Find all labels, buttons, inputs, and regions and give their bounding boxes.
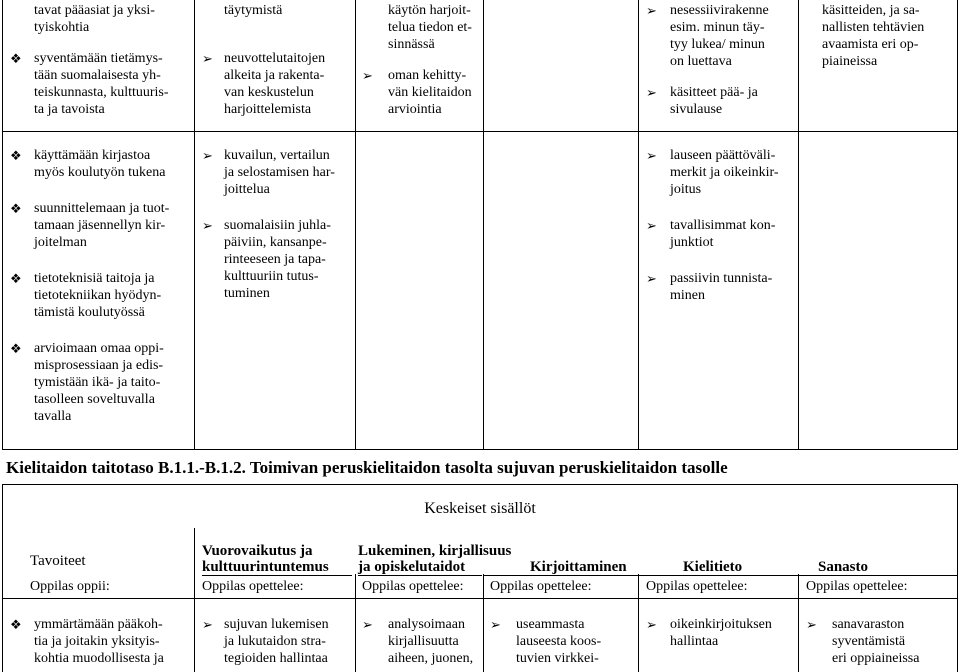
subheader-col1: Oppilas oppii: bbox=[30, 579, 110, 594]
list-item bbox=[10, 2, 192, 36]
list-item bbox=[362, 2, 482, 53]
arrow-bullet-icon: ➢ bbox=[646, 3, 657, 18]
section-heading: Kielitaidon taitotaso B.1.1.-B.1.2. Toimivan peruskielitaidon tasolta sujuvan peruskielitaidon tasolle bbox=[6, 458, 728, 477]
item-text: suomalaisiin juhla- päiviin, kansanpe- rinteeseen ja tapa- kulttuuriin tutus- tuminen bbox=[224, 218, 331, 301]
list-item bbox=[646, 2, 796, 70]
list-item bbox=[646, 616, 796, 650]
header-underline bbox=[202, 575, 352, 576]
arrow-bullet-icon: ➢ bbox=[646, 218, 657, 233]
diamond-bullet-icon: ❖ bbox=[10, 51, 22, 66]
item-text: kuvailun, vertailun ja selostamisen har- joittelua bbox=[224, 148, 335, 197]
header-tavoitteet: Tavoiteet bbox=[30, 553, 86, 569]
middle-cell-col1 bbox=[10, 147, 192, 425]
table-bottom-border bbox=[2, 449, 958, 450]
diamond-bullet-icon: ❖ bbox=[10, 148, 22, 163]
item-text: käsitteet pää- ja sivulause bbox=[670, 85, 758, 117]
list-item bbox=[202, 147, 352, 198]
arrow-bullet-icon: ➢ bbox=[646, 148, 657, 163]
item-text: täytymistä bbox=[224, 3, 283, 18]
list-item bbox=[806, 616, 956, 667]
item-text: analysoimaan kirjallisuutta aiheen, juonen, bbox=[388, 617, 474, 666]
arrow-bullet-icon: ➢ bbox=[362, 617, 373, 632]
top-cell-col1 bbox=[10, 2, 192, 118]
list-item bbox=[10, 50, 192, 118]
header-vuorovaikutus-line2: kulttuurintuntemus bbox=[202, 559, 329, 575]
bottom-cell-col3 bbox=[362, 616, 482, 667]
diamond-bullet-icon: ❖ bbox=[10, 201, 22, 216]
list-item bbox=[10, 147, 192, 181]
header-kielitieto: Kielitieto bbox=[683, 559, 743, 575]
subheader-col2: Oppilas opettelee: bbox=[202, 579, 304, 594]
item-text: neuvottelutaitojen alkeita ja rakenta- van keskustelun harjoittelemista bbox=[224, 51, 326, 117]
header-kirjoittaminen: Kirjoittaminen bbox=[530, 559, 627, 575]
diamond-bullet-icon: ❖ bbox=[10, 341, 22, 356]
item-text: käsitteiden, ja sa- nallisten tehtävien avaamista eri op- piaineissa bbox=[822, 3, 925, 69]
list-item bbox=[646, 270, 796, 304]
subheader-col5: Oppilas opettelee: bbox=[646, 579, 748, 594]
header-lukeminen-line1: Lukeminen, kirjallisuus bbox=[358, 543, 512, 559]
arrow-bullet-icon: ➢ bbox=[646, 271, 657, 286]
bottom-cell-col6 bbox=[806, 616, 956, 667]
middle-cell-col5 bbox=[646, 147, 796, 304]
subheader-col4: Oppilas opettelee: bbox=[490, 579, 592, 594]
item-text: oikeinkirjoituksen hallintaa bbox=[670, 617, 772, 649]
table2-header-divider bbox=[2, 598, 958, 599]
bottom-cell-col2 bbox=[202, 616, 352, 667]
table2-col-divider-2 bbox=[355, 574, 356, 672]
header-underline bbox=[799, 575, 957, 576]
item-text: arvioimaan omaa oppi- misprosessiaan ja edis- tymistään ikä- ja taito- tasolleen soveltuvalla tavalla bbox=[34, 341, 164, 424]
item-text: sanavaraston syventämistä eri oppiaineissa bbox=[832, 617, 920, 666]
list-item bbox=[362, 67, 482, 118]
list-item bbox=[202, 616, 352, 667]
list-item bbox=[202, 2, 352, 19]
item-text: useammasta lauseesta koos- tuvien virkkei- bbox=[516, 617, 602, 666]
header-vuorovaikutus-line1: Vuorovaikutus ja bbox=[202, 543, 313, 559]
item-text: nesessiivirakenne esim. minun täy- tyy lukea/ minun on luettava bbox=[670, 3, 769, 69]
arrow-bullet-icon: ➢ bbox=[202, 617, 213, 632]
table2-top-border bbox=[2, 484, 958, 485]
item-text: oman kehitty- vän kielitaidon arviointia bbox=[388, 68, 472, 117]
arrow-bullet-icon: ➢ bbox=[646, 617, 657, 632]
list-item bbox=[646, 217, 796, 251]
bottom-cell-col5 bbox=[646, 616, 796, 650]
top-cell-col5 bbox=[646, 2, 796, 118]
table-divider-col1 bbox=[194, 0, 195, 450]
item-text: tavallisimmat kon- junktiot bbox=[670, 218, 776, 250]
list-item bbox=[806, 2, 956, 70]
list-item bbox=[490, 616, 636, 667]
item-text: suunnittelemaan ja tuot- tamaan jäsennellyn kir- joitelman bbox=[34, 201, 170, 250]
list-item bbox=[646, 84, 796, 118]
list-item bbox=[10, 616, 192, 667]
header-underline bbox=[639, 575, 798, 576]
list-item bbox=[362, 616, 482, 667]
arrow-bullet-icon: ➢ bbox=[202, 148, 213, 163]
top-cell-col2 bbox=[202, 2, 352, 118]
table2-col-divider-1 bbox=[194, 528, 195, 672]
header-underline bbox=[358, 575, 482, 576]
table-divider-col4 bbox=[638, 0, 639, 450]
item-text: passiivin tunnista- minen bbox=[670, 271, 773, 303]
subheader-col3: Oppilas opettelee: bbox=[362, 579, 464, 594]
keskeiset-header: Keskeiset sisällöt bbox=[424, 500, 536, 517]
arrow-bullet-icon: ➢ bbox=[202, 218, 213, 233]
list-item bbox=[10, 270, 192, 321]
table-border-right bbox=[957, 0, 958, 450]
bottom-cell-col1 bbox=[10, 616, 192, 667]
subheader-col6: Oppilas opettelee: bbox=[806, 579, 908, 594]
middle-cell-col2 bbox=[202, 147, 352, 302]
table2-col-divider-4 bbox=[638, 574, 639, 672]
table-row-divider bbox=[2, 131, 958, 132]
diamond-bullet-icon: ❖ bbox=[10, 617, 22, 632]
item-text: syventämään tietämys- tään suomalaisesta yh- teiskunnasta, kulttuuris- ta ja tavoista bbox=[34, 51, 169, 117]
item-text: ymmärtämään pääkoh- tia ja joitakin yksityis- kohtia muodollisesta ja bbox=[34, 617, 164, 666]
arrow-bullet-icon: ➢ bbox=[806, 617, 817, 632]
table2-col-divider-3 bbox=[483, 574, 484, 672]
header-underline bbox=[484, 575, 638, 576]
table-divider-col5 bbox=[798, 0, 799, 450]
list-item bbox=[10, 200, 192, 251]
list-item bbox=[646, 147, 796, 198]
arrow-bullet-icon: ➢ bbox=[362, 68, 373, 83]
arrow-bullet-icon: ➢ bbox=[490, 617, 501, 632]
list-item bbox=[202, 50, 352, 118]
item-text: sujuvan lukemisen ja lukutaidon stra- tegioiden hallintaa bbox=[224, 617, 329, 666]
bottom-cell-col4 bbox=[490, 616, 636, 667]
arrow-bullet-icon: ➢ bbox=[646, 85, 657, 100]
item-text: käyttämään kirjastoa myös koulutyön tukena bbox=[34, 148, 166, 180]
table-divider-col2 bbox=[355, 0, 356, 450]
table-divider-col3 bbox=[483, 0, 484, 450]
arrow-bullet-icon: ➢ bbox=[202, 51, 213, 66]
top-cell-col6 bbox=[806, 2, 956, 70]
item-text: tavat pääasiat ja yksi- tyiskohtia bbox=[34, 3, 155, 35]
top-cell-col3 bbox=[362, 2, 482, 118]
list-item bbox=[10, 340, 192, 425]
header-sanasto: Sanasto bbox=[818, 559, 869, 575]
header-lukeminen-line2: ja opiskelutaidot bbox=[358, 559, 466, 575]
item-text: tietoteknisiä taitoja ja tietotekniikan hyödyn- tämistä koulutyössä bbox=[34, 271, 162, 320]
diamond-bullet-icon: ❖ bbox=[10, 271, 22, 286]
item-text: lauseen päättöväli- merkit ja oikeinkir- joitus bbox=[670, 148, 779, 197]
item-text: käytön harjoit- telua tiedon et- sinnässä bbox=[388, 3, 472, 52]
list-item bbox=[202, 217, 352, 302]
table2-col-divider-5 bbox=[798, 574, 799, 672]
table-border-left bbox=[2, 0, 3, 450]
